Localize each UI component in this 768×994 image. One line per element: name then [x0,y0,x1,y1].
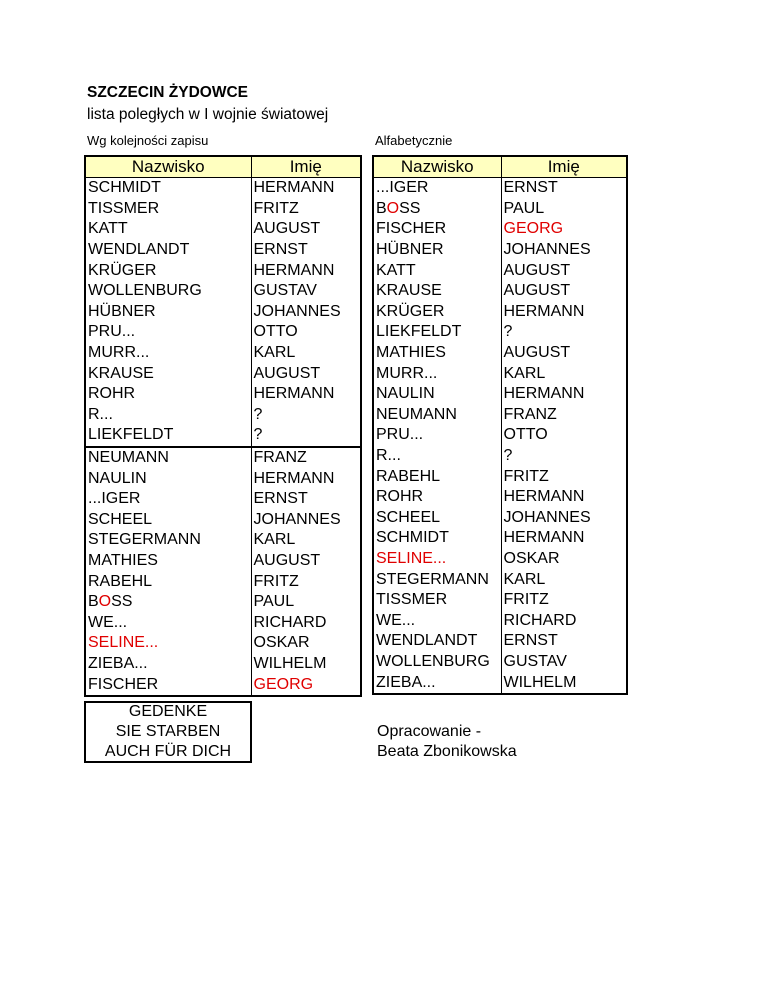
surname-cell: PRU... [85,322,251,343]
surname-cell: WOLLENBURG [373,652,501,673]
table-header-row [85,156,361,178]
surname-cell: R... [373,446,501,467]
surname-cell: SCHMIDT [85,178,251,199]
name-cell: FRITZ [501,466,627,487]
table-row [85,281,361,302]
table-row [85,405,361,426]
memorial-line: SIE STARBEN [115,723,221,740]
name-cell: AUGUST [501,281,627,302]
table-row [373,446,627,467]
table-row [85,468,361,489]
name-cell: KARL [251,343,361,364]
surname-cell: STEGERMANN [85,530,251,551]
table-row [373,302,627,323]
table-row [85,219,361,240]
surname-cell: SCHMIDT [373,528,501,549]
name-cell: KARL [501,569,627,590]
name-cell: HERMANN [501,302,627,323]
table-header-row [373,156,627,178]
surname-cell: BOSS [85,592,251,613]
name-cell: ? [251,405,361,426]
alpha-table-caption: Alfabetycznie [375,133,453,148]
surname-cell: HÜBNER [85,302,251,323]
table-row [85,530,361,551]
name-cell: FRITZ [251,199,361,220]
table-row [373,590,627,611]
table-row [373,240,627,261]
surname-cell: R... [85,405,251,426]
surname-cell: HÜBNER [373,240,501,261]
name-cell: JOHANNES [501,508,627,529]
table-row [373,508,627,529]
name-cell: GEORG [251,674,361,696]
name-cell: GUSTAV [251,281,361,302]
name-header: Imię [251,156,361,178]
credit-line: Opracowanie - [377,723,482,740]
surname-cell: BOSS [373,199,501,220]
name-cell: ERNST [501,178,627,199]
document-title: SZCZECIN ŻYDOWCE [87,84,249,101]
surname-cell: NEUMANN [85,447,251,469]
surname-cell: TISSMER [373,590,501,611]
table-row [85,302,361,323]
surname-cell: KATT [373,260,501,281]
surname-cell: MURR... [373,363,501,384]
name-cell: ERNST [251,240,361,261]
name-header: Imię [501,156,627,178]
credit [377,722,517,762]
surname-cell: KATT [85,219,251,240]
table-row [85,322,361,343]
surname-cell: ROHR [85,384,251,405]
name-cell: WILHELM [501,672,627,694]
table-row [373,652,627,673]
surname-cell: SELINE... [85,633,251,654]
name-cell: HERMANN [501,384,627,405]
name-cell: JOHANNES [251,302,361,323]
name-cell: OTTO [251,322,361,343]
name-cell: HERMANN [251,384,361,405]
surname-cell: FISCHER [373,219,501,240]
table-row [85,612,361,633]
table-row [373,528,627,549]
surname-cell: ...IGER [85,489,251,510]
table-row [373,569,627,590]
surname-header: Nazwisko [85,156,251,178]
table-row [373,199,627,220]
surname-cell: SCHEEL [85,510,251,531]
memorial-line: AUCH FÜR DICH [104,743,232,760]
surname-cell: WE... [373,610,501,631]
table-row [85,571,361,592]
name-cell: ? [501,446,627,467]
name-cell: GUSTAV [501,652,627,673]
name-cell: FRITZ [501,590,627,611]
surname-cell: STEGERMANN [373,569,501,590]
name-cell: AUGUST [501,343,627,364]
table-row [373,343,627,364]
surname-cell: WENDLANDT [85,240,251,261]
surname-cell: LIEKFELDT [373,322,501,343]
name-cell: HERMANN [501,487,627,508]
table-row [85,447,361,469]
table-row [373,425,627,446]
table-row [85,592,361,613]
table-row [373,631,627,652]
table-row [85,674,361,696]
table-row [85,489,361,510]
surname-cell: ...IGER [373,178,501,199]
memorial-line: GEDENKE [128,703,208,720]
surname-cell: KRAUSE [373,281,501,302]
table-row [373,281,627,302]
name-cell: HERMANN [251,468,361,489]
document-subtitle: lista poległych w I wojnie światowej [87,106,329,123]
table-row [85,178,361,199]
surname-cell: MATHIES [373,343,501,364]
table-row [85,240,361,261]
name-cell: FRITZ [251,571,361,592]
surname-cell: LIEKFELDT [85,425,251,447]
table-row [373,549,627,570]
table-row [373,219,627,240]
name-cell: OTTO [501,425,627,446]
name-cell: AUGUST [251,219,361,240]
table-row [85,260,361,281]
surname-cell: MATHIES [85,551,251,572]
name-cell: WILHELM [251,654,361,675]
table-row [85,384,361,405]
name-cell: KARL [251,530,361,551]
table-row [85,654,361,675]
table-row [373,672,627,694]
credit-line: Beata Zbonikowska [377,743,517,760]
name-cell: JOHANNES [251,510,361,531]
surname-cell: KRÜGER [373,302,501,323]
surname-cell: RABEHL [85,571,251,592]
table-row [373,405,627,426]
name-cell: ERNST [251,489,361,510]
surname-cell: KRÜGER [85,260,251,281]
surname-cell: WE... [85,612,251,633]
order-table-caption: Wg kolejności zapisu [87,133,209,148]
name-cell: OSKAR [251,633,361,654]
name-cell: FRANZ [501,405,627,426]
surname-cell: TISSMER [85,199,251,220]
table-row [373,466,627,487]
surname-cell: PRU... [373,425,501,446]
surname-cell: FISCHER [85,674,251,696]
name-cell: ? [251,425,361,447]
table-row [85,510,361,531]
name-cell: HERMANN [251,178,361,199]
surname-cell: ZIEBA... [85,654,251,675]
name-cell: HERMANN [251,260,361,281]
surname-cell: MURR... [85,343,251,364]
name-cell: RICHARD [251,612,361,633]
name-cell: FRANZ [251,447,361,469]
name-cell: RICHARD [501,610,627,631]
surname-cell: NAULIN [85,468,251,489]
table-row [373,384,627,405]
surname-cell: ZIEBA... [373,672,501,694]
table-row [373,487,627,508]
name-cell: AUGUST [251,551,361,572]
surname-cell: WENDLANDT [373,631,501,652]
table-row [85,363,361,384]
surname-cell: ROHR [373,487,501,508]
surname-cell: WOLLENBURG [85,281,251,302]
table-row [373,260,627,281]
table-row [373,610,627,631]
surname-cell: SELINE... [373,549,501,570]
name-cell: ? [501,322,627,343]
surname-header: Nazwisko [373,156,501,178]
name-cell: PAUL [251,592,361,613]
table-row [373,322,627,343]
table-row [85,551,361,572]
surname-cell: NAULIN [373,384,501,405]
memorial-box [84,701,252,763]
table-row [85,343,361,364]
name-cell: JOHANNES [501,240,627,261]
surname-cell: NEUMANN [373,405,501,426]
surname-cell: KRAUSE [85,363,251,384]
name-cell: KARL [501,363,627,384]
name-cell: AUGUST [501,260,627,281]
name-cell: HERMANN [501,528,627,549]
alpha-table [372,155,628,695]
order-table [84,155,362,697]
table-row [85,199,361,220]
table-row [373,363,627,384]
surname-cell: RABEHL [373,466,501,487]
name-cell: AUGUST [251,363,361,384]
name-cell: GEORG [501,219,627,240]
table-row [85,633,361,654]
name-cell: ERNST [501,631,627,652]
name-cell: PAUL [501,199,627,220]
surname-cell: SCHEEL [373,508,501,529]
name-cell: OSKAR [501,549,627,570]
table-row [85,425,361,447]
table-row [373,178,627,199]
